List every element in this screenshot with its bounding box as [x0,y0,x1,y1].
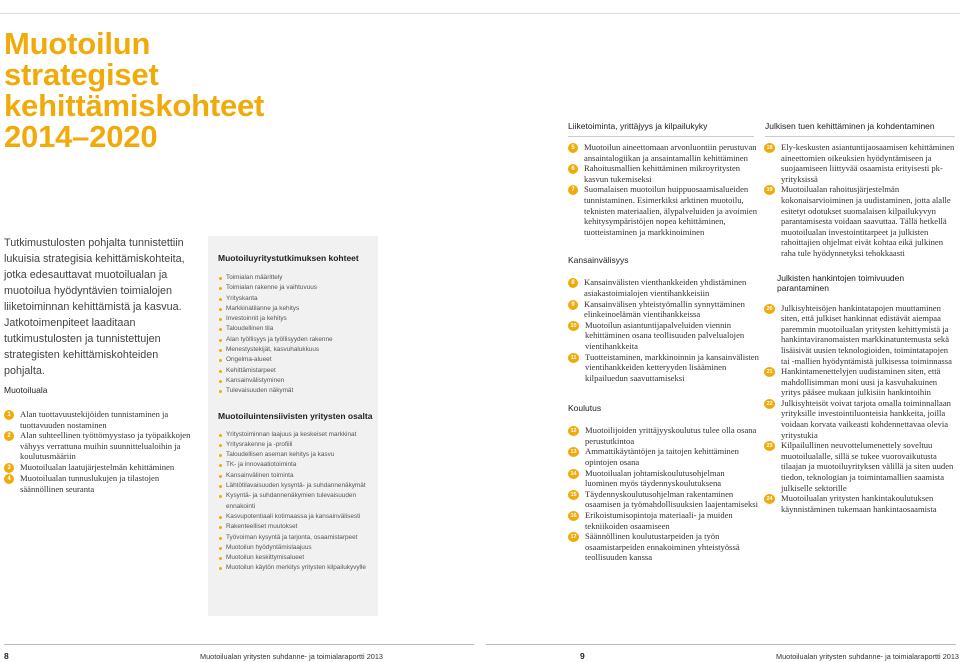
bullet-item: Ongelma-alueet [218,355,373,365]
item-text: Julkisyhteisöt voivat tarjota omalla toiminnallaan yrityksille investointiluonteisia hankkeita, joilla voidaan korvata vaikeasti kohdennettavaa olevia yritystukia [781,397,951,440]
item-text: Muotoilun asiantuntijapalveluiden viennin kehittäminen osana teollisuuden palvelualojen vientihankkeita [585,319,745,351]
item-number-badge: 5 [568,143,578,153]
numbered-item [568,425,759,446]
item-text: Hankintamenettelyjen uudistaminen siten, että mahdollisimman moni uusi ja kasvuhakuinen yritys pääsee mukaan julkisiin hankintoihin [781,366,941,398]
item-number-badge: 16 [568,511,579,521]
item-number-badge: 8 [568,278,578,288]
item-text: Rahoitusmallien kehittäminen mikroyritysten kasvun tukemiseksi [584,163,741,184]
col4 [766,142,955,514]
item-number-badge: 24 [764,494,775,504]
item-text: Muotoilijoiden yrittäjyyskoulutus tulee olla osana perustutkintoa [585,425,757,446]
item-text: Ely-keskusten asiantuntijaosaamisen kehittäminen aineettomien oikeuksien hyödyntämiseen ja suojaamiseen liittyvää osaamista erityisesti pk-yrityksissä [781,142,955,184]
title-line-3: 2014–2020 [4,119,158,154]
bullet-item: Yritystoiminnan laajuus ja keskeiset markkinat [218,430,373,440]
numbered-item [764,398,955,440]
item-number-badge: 22 [764,399,775,409]
col4-title-b: Julkisten hankintojen toimivuuden parantaminen [777,272,905,293]
numbered-item [568,163,759,184]
item-text: Muotoilualan yritysten hankintakoulutuksen käynnistäminen tukemaan hankintaosaamista [781,493,937,514]
numbered-item [764,366,955,398]
item-number-badge: 11 [568,353,579,363]
item-number-badge: 9 [568,300,578,310]
item-text: Kilpailullinen neuvottelumenettely soveltuu muotoilualalle, sillä se tukee vuorovaikutusta tilaajan ja muotoiluyrityksen välillä ja siten uuden tiedon, teknologian ja toimintamallien saamista julkiselle sektorille [781,440,954,493]
muotoiluala-list [4,409,194,494]
bullet-item: Investoinnit ja kehitys [218,314,373,324]
item-number-badge: 4 [4,474,14,484]
bullet-item: Työvoiman kysyntä ja tarjonta, osaamistarpeet [218,533,373,543]
top-rule [0,13,960,14]
bullet-item: Yritysrakenne ja -profiili [218,440,373,450]
col3-header-rule [568,136,754,137]
col3-title-b: Kansainvälisyys [568,255,629,266]
col3-list-c [568,425,759,563]
bullet-item: Markkinatilanne ja kehitys [218,304,373,314]
bullet-item: Menestystekijät, kasvuhalukkuus [218,345,373,355]
page-title [4,28,304,152]
item-number-badge: 3 [4,463,14,473]
bullet-item: Muotoilun hyödyntämislaajuus [218,543,373,553]
bullet-item: Tulevaisuuden näkymät [218,386,373,396]
item-number-badge: 7 [568,185,578,195]
numbered-item [568,320,759,352]
title-line-1: Muotoilun strategiset [4,26,159,92]
numbered-item [764,440,955,493]
numbered-item [568,468,759,489]
item-text: Kansainvälisen yhteistyömallin synnyttäminen elinkeinoelämän vientihankkeissa [584,298,745,320]
item-text: Muotoilualan johtamiskoulutusohjelman luominen myös täydennyskoulutuksena [585,467,725,489]
col4-list-b [764,303,955,515]
item-text: Alan suhteellinen työttömyystaso ja työpaikkojen vähyys verrattuna muihin suunnittelualoihin ja koulutusmääriin [20,430,191,462]
bullet-item: Toimialan rakenne ja vaihtuvuus [218,283,373,293]
bullet-item: Muotoilun käytön merkitys yritysten kilpailukyvylle [218,563,373,573]
bullet-item: Kansainvälistyminen [218,376,373,386]
footer-rule-right [486,644,956,645]
item-number-badge: 18 [764,143,775,153]
bullet-item: Yrityskanta [218,294,373,304]
item-text: Suomalaisen muotoilun huippuosaamisalueiden tunnistaminen. Esimerkiksi arktinen muotoilu, teknisten materiaalien, älypalveluiden ja avoimien kehitysympäristöjen nopea kehittäminen, tuotteistaminen ja markkinoiminen [584,184,758,237]
col3-list-a [568,142,759,237]
bullet-item: Muotoilun keskittymisalueet [218,553,373,563]
muotoiluala-section [4,385,194,494]
research-box [208,236,378,616]
bullet-item: Toimialan määrittely [218,273,373,283]
col4-header: Julkisen tuen kehittäminen ja kohdentaminen [765,121,935,131]
item-number-badge: 6 [568,164,578,174]
muotoiluala-title: Muotoiluala [4,385,48,395]
item-text: Muotoilualan laatujärjestelmän kehittäminen [20,461,175,472]
footer-text-left: Muotoilualan yritysten suhdanne- ja toimialaraportti 2013 [200,652,383,661]
item-text: Tuotteistaminen, markkinoinnin ja kansainvälisten vientihankkeiden ketteryyden lisääminen kilpailuedun saavuttamiseksi [585,351,759,383]
col3-header: Liiketoiminta, yrittäjyys ja kilpailukyky [568,121,708,131]
intro-paragraph: Tutkimustulosten pohjalta tunnistettiin lukuisia strategisia kehittämiskohteita, jotka edesauttavat muotoilualan ja muotoilua hyödyntävien toimialojen liiketoiminnan kehittämistä ja kasvua. Jatkotoimenpiteet laaditaan tutkimustulosten ja tunnistettujen strategisten kehittämiskohteiden pohjalta. [4,237,185,377]
item-number-badge: 23 [764,441,775,451]
item-text: Kansainvälisten vienthankkeiden yhdistäminen asiakastoimialojen vientihankkeisiin [584,277,747,298]
numbered-item [4,430,194,462]
bullet-item: Kansainvälinen toiminta [218,471,373,481]
item-number-badge: 19 [764,185,775,195]
bullet-item: Kasvupotentiaali kotimaassa ja kansainvälisesti [218,512,373,522]
item-text: Muotoilualan tunnuslukujen ja tilastojen säännöllinen seuranta [20,472,160,494]
item-number-badge: 17 [568,532,579,542]
item-number-badge: 1 [4,410,14,420]
item-number-badge: 15 [568,490,579,500]
item-text: Täydennyskoulutusohjelman rakentaminen osaamisen ja työmahdollisuuksien laajentamiseksi [585,488,759,510]
col4-list-a [764,142,955,259]
numbered-item [568,352,759,384]
numbered-item [764,303,955,367]
numbered-item [764,142,955,184]
box-list-2 [218,430,373,574]
bullet-item: Rakenteelliset muutokset [218,522,373,532]
box-list-1 [218,273,373,397]
bullet-item: Kysyntä- ja suhdannenäkymien tulevaisuuden ennakointi [218,491,373,512]
item-number-badge: 12 [568,426,579,436]
item-number-badge: 13 [568,447,579,457]
bullet-item: Taloudellisen aseman kehitys ja kasvu [218,450,373,460]
numbered-item [568,142,759,163]
col4-header-rule [765,136,955,137]
page-number-left: 8 [4,651,9,661]
item-number-badge: 21 [764,367,775,377]
bullet-item: TK- ja innovaatiotoiminta [218,460,373,470]
numbered-item [568,446,759,467]
numbered-item [568,277,759,298]
item-text: Muotoilualan rahoitusjärjestelmän kokonaisarvioiminen ja uudistaminen, jotta alalle esitetyt odotukset suomalaisen kilpailukyvyn parantamisesta voidaan saavuttaa. Tällä hetkellä muotoilualan investointitarpeet ja julkisten rahoittajien ohjelmat eivät kohtaa eikä julkinen raha tule hyödynnetyksi tehokkaasti [781,184,951,258]
item-text: Ammattikäytäntöjen ja taitojen kehittäminen opintojen osana [585,446,739,468]
item-text: Erikoistumisopintoja materiaali- ja muiden tekniikoiden osaamiseen [585,510,733,531]
item-text: Säännöllinen koulutustarpeiden ja työn osaamistarpeiden ennakoiminen yhteistyössä teollisuuden kanssa [585,531,740,563]
numbered-item [568,489,759,510]
col3 [568,142,759,563]
item-number-badge: 10 [568,321,579,331]
bullet-item: Taloudellinen tila [218,324,373,334]
bullet-item: Alan työllisyys ja työllisyyden rakenne [218,335,373,345]
numbered-item [568,184,759,237]
numbered-item [568,531,759,563]
item-number-badge: 20 [764,304,775,314]
bullet-item: Lähtötilavaisuuden kysyntä- ja suhdannenäkymät [218,481,373,491]
item-number-badge: 2 [4,431,14,441]
numbered-item [764,493,955,514]
item-text: Julkisyhteisöjen hankintatapojen muuttaminen siten, että julkiset hankinnat edistävät aiempaa paremmin muotoilualan yritysten kehittymistä ja hankintaviranomaisten markkinatuntemusta sekä lisäisivät uusien teknologioiden, toimintatapojen tai -mallien hyödyntämistä julkisessa toiminnassa [781,302,952,366]
col3-title-c: Koulutus [568,403,602,414]
numbered-item [4,462,194,473]
box-title-2: Muotoiluintensiivisten yritysten osalta [218,410,373,421]
numbered-item [4,473,194,494]
title-line-2: kehittämiskohteet [4,88,265,123]
footer-text-right: Muotoilualan yritysten suhdanne- ja toimialaraportti 2013 [776,652,959,661]
bullet-item: Kehittämistarpeet [218,366,373,376]
item-text: Muotoilun aineettomaan arvonluontiin perustuvan ansaintalogiikan ja ansaintamallin kehittäminen [584,142,757,163]
box-title-1: Muotoiluyritystutkimuksen kohteet [218,253,359,263]
page-number-right: 9 [580,651,585,661]
item-number-badge: 14 [568,469,579,479]
footer-rule-left [4,644,474,645]
numbered-item [568,510,759,531]
numbered-item [4,409,194,430]
col3-list-b [568,277,759,383]
numbered-item [568,299,759,320]
item-text: Alan tuottavuustekijöiden tunnistaminen ja tuottavuuden nostaminen [20,409,169,430]
numbered-item [764,184,955,258]
